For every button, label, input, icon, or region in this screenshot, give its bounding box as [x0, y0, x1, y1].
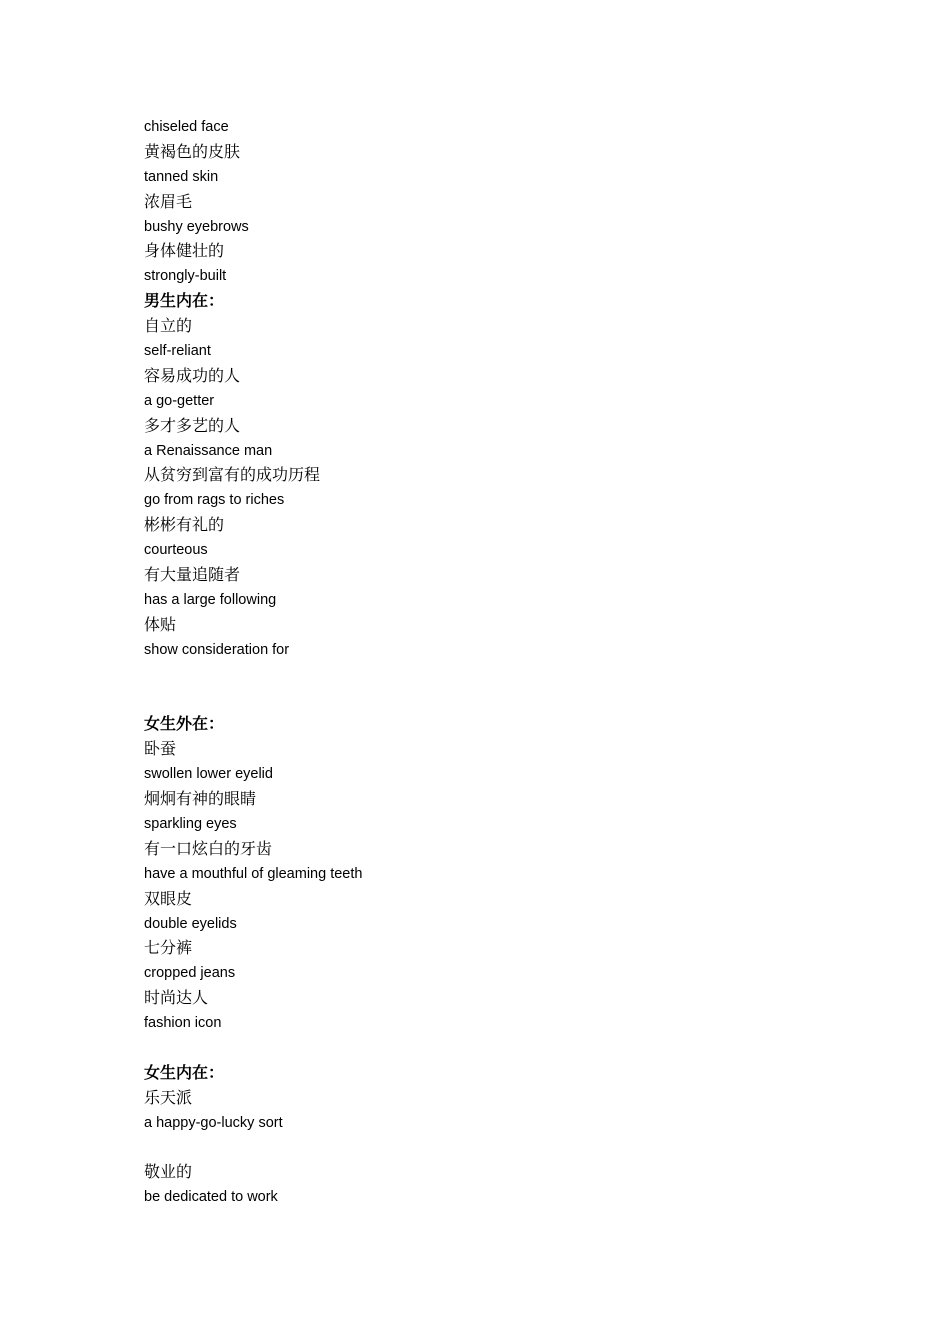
vocab-line: fashion icon: [144, 1015, 222, 1032]
vocab-line: 多才多艺的人: [144, 415, 241, 435]
vocab-line: 黄褐色的皮肤: [144, 141, 241, 161]
vocab-line: 双眼皮: [144, 888, 193, 908]
vocab-line: sparkling eyes: [144, 815, 237, 832]
vocab-line: 时尚达人: [144, 988, 209, 1008]
vocab-line: bushy eyebrows: [144, 218, 249, 235]
vocab-line: 七分裤: [144, 938, 193, 958]
vocab-line: has a large following: [144, 591, 277, 608]
vocab-line: chiseled face: [144, 119, 229, 135]
vocab-line: 有大量追随者: [144, 565, 241, 585]
blank-line: [144, 1036, 844, 1061]
vocab-line: go from rags to riches: [144, 492, 285, 509]
vocab-line: a Renaissance man: [144, 442, 273, 459]
vocab-line: show consideration for: [144, 641, 290, 658]
blank-line: [144, 663, 844, 688]
vocab-line: 容易成功的人: [144, 365, 241, 385]
vocab-line: a go-getter: [144, 392, 215, 409]
blank-line: [144, 1136, 844, 1161]
vocab-line: cropped jeans: [144, 965, 236, 982]
vocab-line: 浓眉毛: [144, 191, 193, 211]
vocab-line: strongly-built: [144, 268, 227, 285]
vocab-line: 炯炯有神的眼睛: [144, 789, 257, 809]
vocab-line: be dedicated to work: [144, 1189, 278, 1206]
section-heading-male-inner: 男生内在：: [144, 291, 225, 311]
document-content: [144, 115, 844, 1210]
vocab-line: 有一口炫白的牙齿: [144, 838, 273, 858]
vocab-line: 体贴: [144, 614, 177, 634]
vocab-line: self-reliant: [144, 343, 211, 360]
section-heading-female-inner: 女生内在：: [144, 1062, 225, 1082]
vocab-line: tanned skin: [144, 168, 219, 185]
vocab-line: 彬彬有礼的: [144, 515, 225, 535]
vocab-line: 卧蚕: [144, 739, 177, 759]
vocab-line: swollen lower eyelid: [144, 766, 273, 783]
vocab-line: 乐天派: [144, 1087, 193, 1107]
vocab-line: double eyelids: [144, 915, 237, 932]
vocab-line: 从贫穷到富有的成功历程: [144, 465, 321, 485]
vocab-line: have a mouthful of gleaming teeth: [144, 865, 363, 882]
vocab-line: 身体健壮的: [144, 241, 225, 261]
vocab-line: courteous: [144, 542, 208, 559]
vocab-line: 自立的: [144, 316, 193, 336]
vocab-line: 敬业的: [144, 1162, 193, 1182]
blank-line: [144, 687, 844, 712]
vocab-line: a happy-go-lucky sort: [144, 1114, 283, 1131]
section-heading-female-outer: 女生外在：: [144, 714, 225, 734]
